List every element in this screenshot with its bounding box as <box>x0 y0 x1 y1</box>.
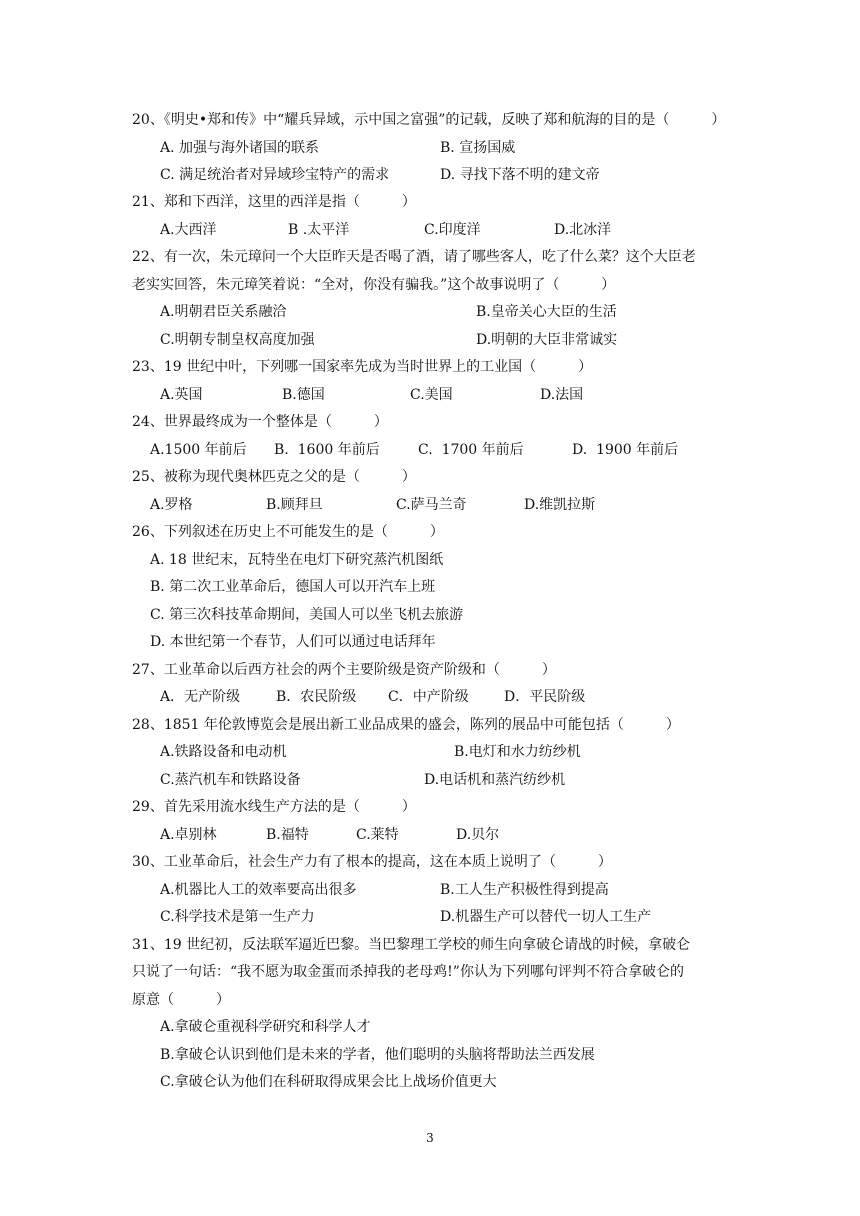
question-29-option-b: B.福特 <box>266 827 309 843</box>
question-23-option-c: C.美国 <box>410 387 453 403</box>
question-28-option-a: A.铁路设备和电动机 <box>160 744 287 760</box>
question-24-stem: 24、世界最终成为一个整体是（ ） <box>132 414 388 430</box>
question-23-option-b: B.德国 <box>282 387 325 403</box>
question-30-option-d: D.机器生产可以替代一切人工生产 <box>440 909 652 925</box>
question-22-option-b: B.皇帝关心大臣的生活 <box>476 304 617 320</box>
question-23-stem: 23、19 世纪中叶，下列哪一国家率先成为当时世界上的工业国（ ） <box>132 359 593 375</box>
question-29-option-c: C.莱特 <box>356 827 399 843</box>
question-30-option-a: A.机器比人工的效率要高出很多 <box>160 882 357 898</box>
question-28-option-b: B.电灯和水力纺纱机 <box>454 744 581 760</box>
question-28-stem: 28、1851 年伦敦博览会是展出新工业品成果的盛会，陈列的展品中可能包括（ ） <box>132 717 680 733</box>
question-21-option-b: B .太平洋 <box>288 222 350 238</box>
question-26-option-a: A. 18 世纪末，瓦特坐在电灯下研究蒸汽机图纸 <box>150 552 444 568</box>
question-26-stem: 26、下列叙述在历史上不可能发生的是（ ） <box>132 524 444 540</box>
question-29-option-a: A.卓别林 <box>160 827 217 843</box>
question-24-option-b: B. 1600 年前后 <box>274 442 380 458</box>
question-23-option-d: D.法国 <box>540 387 584 403</box>
question-27-option-b: B．农民阶级 <box>276 689 357 705</box>
question-21-stem: 21、郑和下西洋，这里的西洋是指（ ） <box>132 194 416 210</box>
question-25-option-c: C.萨马兰奇 <box>396 497 467 513</box>
question-27-option-c: C．中产阶级 <box>388 689 469 705</box>
question-21-option-c: C.印度洋 <box>424 222 481 238</box>
question-24-option-c: C. 1700 年前后 <box>418 442 524 458</box>
question-21-option-d: D.北冰洋 <box>554 222 612 238</box>
question-26-option-b: B. 第二次工业革命后，德国人可以开汽车上班 <box>150 579 436 595</box>
question-20-option-b: B. 宣扬国威 <box>440 140 516 156</box>
question-29-stem: 29、首先采用流水线生产方法的是（ ） <box>132 799 416 815</box>
question-22-option-a: A.明朝君臣关系融洽 <box>160 304 287 320</box>
question-28-option-c: C.蒸汽机车和铁路设备 <box>160 772 301 788</box>
question-23-option-a: A.英国 <box>160 387 203 403</box>
question-22-option-c: C.明朝专制皇权高度加强 <box>160 332 315 348</box>
question-30-option-c: C.科学技术是第一生产力 <box>160 909 315 925</box>
question-27-option-a: A．无产阶级 <box>160 689 241 705</box>
question-20-option-c: C. 满足统治者对异域珍宝特产的需求 <box>160 167 390 183</box>
question-25-stem: 25、被称为现代奥林匹克之父的是（ ） <box>132 469 416 485</box>
question-20-option-d: D. 寻找下落不明的建文帝 <box>440 167 600 183</box>
question-28-option-d: D.电话机和蒸汽纺纱机 <box>424 772 566 788</box>
question-31-option-a: A.拿破仑重视科学研究和科学人才 <box>160 1019 371 1035</box>
question-24-option-d: D. 1900 年前后 <box>572 442 679 458</box>
question-26-option-c: C. 第三次科技革命期间，美国人可以坐飞机去旅游 <box>150 607 464 623</box>
question-31-stem-line-1: 31、19 世纪初，反法联军逼近巴黎。当巴黎理工学校的师生向拿破仑请战的时候，拿破仑 <box>132 937 691 953</box>
question-24-option-a: A.1500 年前后 <box>150 442 247 458</box>
page-number: 3 <box>426 1131 434 1145</box>
question-31-option-c: C.拿破仑认为他们在科研取得成果会比上战场价值更大 <box>160 1074 497 1090</box>
question-30-option-b: B.工人生产积极性得到提高 <box>440 882 609 898</box>
question-31-stem-line-2: 只说了一句话：“我不愿为取金蛋而杀掉我的老母鸡!”你认为下列哪句评判不符合拿破仑的 <box>132 964 684 980</box>
question-27-option-d: D．平民阶级 <box>504 689 586 705</box>
question-22-option-d: D.明朝的大臣非常诚实 <box>476 332 618 348</box>
question-22-stem-line-2: 老实实回答，朱元璋笑着说：“全对，你没有骗我。”这个故事说明了（ ） <box>132 277 616 293</box>
question-30-stem: 30、工业革命后，社会生产力有了根本的提高，这在本质上说明了（ ） <box>132 854 612 870</box>
question-25-option-d: D.维凯拉斯 <box>524 497 596 513</box>
question-31-stem-line-3: 原意（ ） <box>132 992 230 1008</box>
question-20-stem: 20、《明史•郑和传》中“耀兵异域，示中国之富强”的记载，反映了郑和航海的目的是（ ） <box>132 112 726 128</box>
question-22-stem-line-1: 22、有一次，朱元璋问一个大臣昨天是否喝了酒，请了哪些客人，吃了什么菜？这个大臣老 <box>132 249 696 265</box>
question-29-option-d: D.贝尔 <box>456 827 500 843</box>
question-21-option-a: A.大西洋 <box>160 222 217 238</box>
question-31-option-b: B.拿破仑认识到他们是未来的学者，他们聪明的头脑将帮助法兰西发展 <box>160 1047 595 1063</box>
question-25-option-b: B.顾拜旦 <box>266 497 323 513</box>
question-20-option-a: A. 加强与海外诸国的联系 <box>160 140 320 156</box>
question-27-stem: 27、工业革命以后西方社会的两个主要阶级是资产阶级和（ ） <box>132 662 556 678</box>
question-26-option-d: D. 本世纪第一个春节，人们可以通过电话拜年 <box>150 634 436 650</box>
question-25-option-a: A.罗格 <box>150 497 193 513</box>
